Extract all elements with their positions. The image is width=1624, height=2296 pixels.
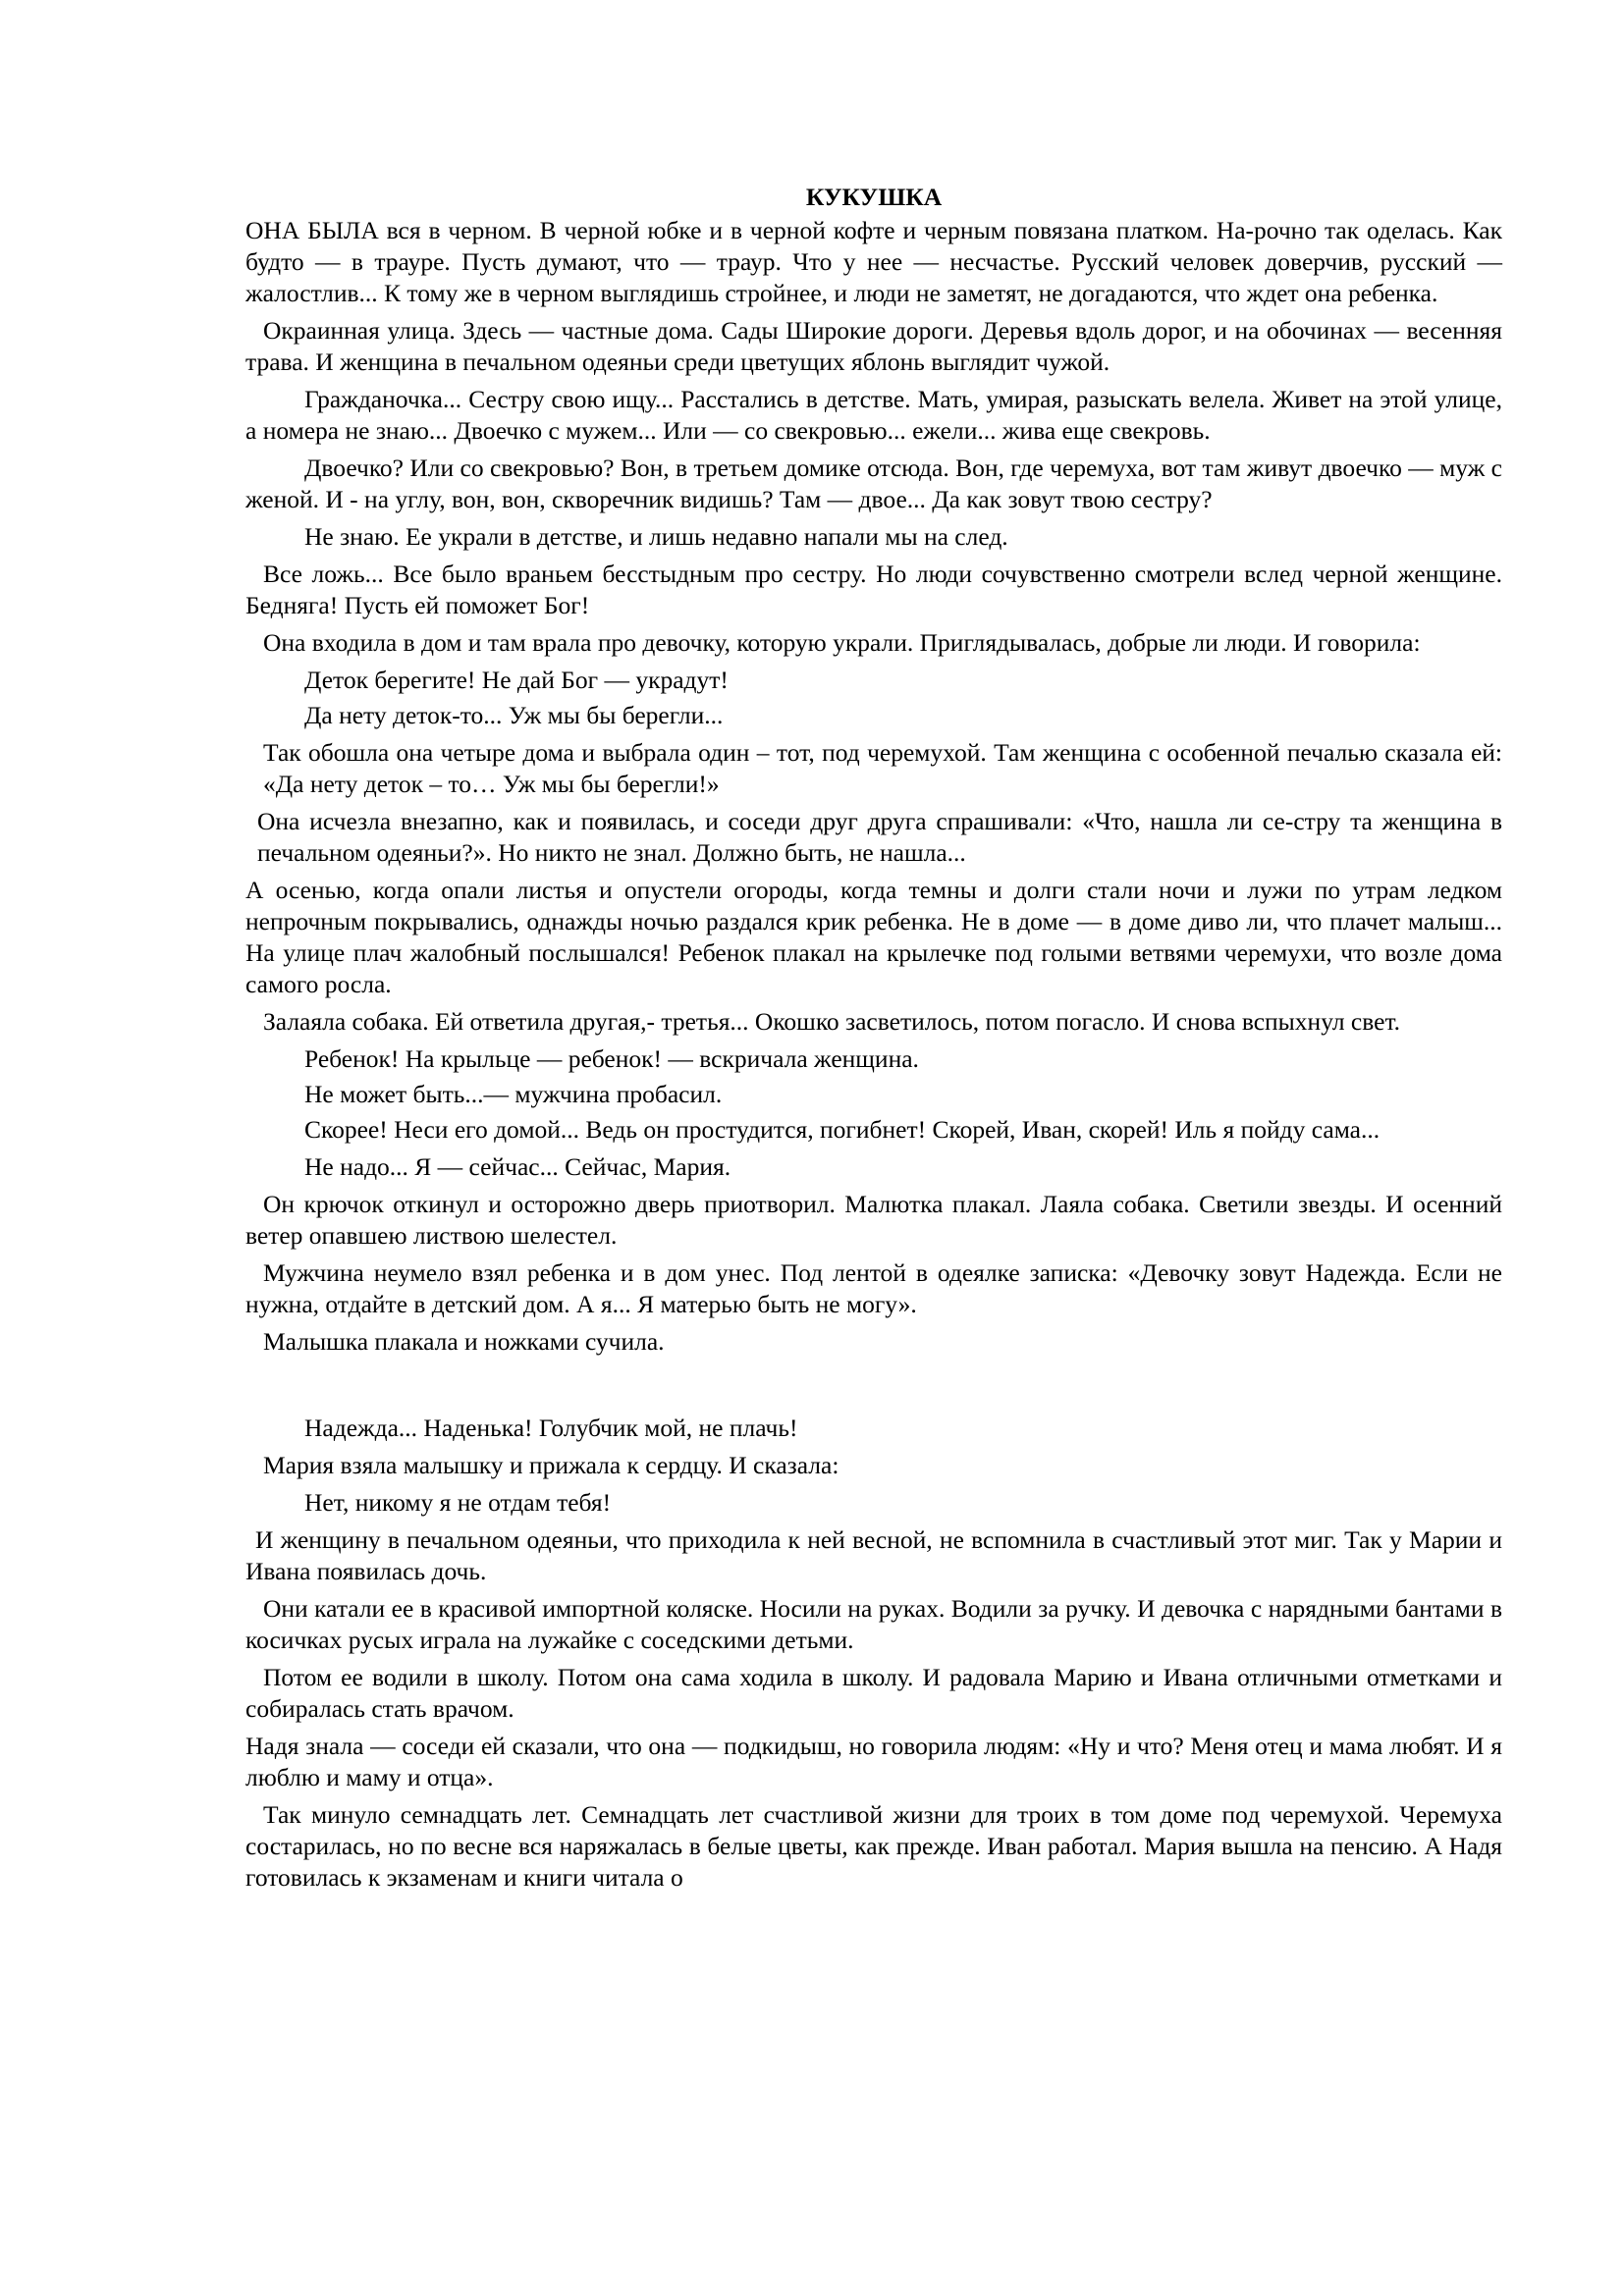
paragraph: Малышка плакала и ножками сучила.	[263, 1327, 665, 1356]
paragraph: Так минуло семнадцать лет. Семнадцать лет счастливой жизни для троих в том доме под черемухой. Черемуха состарилась, но по весне вся наряжалась в белые цветы, как прежде. Иван работал. Мария вышла на пенсию. А Надя готовилась к экзаменам и книги читала о	[245, 1800, 1502, 1892]
paragraph: Не надо... Я — сейчас... Сейчас, Мария.	[304, 1152, 731, 1181]
paragraph: Окраинная улица. Здесь — частные дома. Сады Широкие дороги. Деревья вдоль дорог, и на обочинах — весенняя трава. И женщина в печальном одеяньи среди цветущих яблонь выглядит чужой.	[245, 316, 1502, 376]
paragraph: Двоечко? Или со свекровью? Вон, в третьем домике отсюда. Вон, где черемуха, вот там живут двоечко — муж с женой. И - на углу, вон, вон, скворечник видишь? Там — двое... Да как зовут твою сестру?	[245, 454, 1502, 513]
paragraph: А осенью, когда опали листья и опустели огороды, когда темны и долги стали ночи и лужи по утрам ледком непрочным покрывались, однажды ночью раздался крик ребенка. Не в доме — в доме диво ли, что плачет малыш... На улице плач жалобный послышался! Ребенок плакал на крылечке под голыми ветвями черемухи, что возле дома самого росла.	[245, 876, 1502, 998]
paragraph: Да нету деток-то... Уж мы бы берегли...	[304, 701, 724, 729]
paragraph: Деток берегите! Не дай Бог — украдут!	[304, 666, 729, 694]
document-title: КУКУШКА	[805, 183, 943, 211]
paragraph: Потом ее водили в школу. Потом она сама ходила в школу. И радовала Марию и Ивана отличными отметками и собиралась стать врачом.	[245, 1663, 1502, 1723]
blank-space	[245, 1363, 1502, 1413]
document-body	[245, 182, 1502, 1899]
paragraph: ОНА БЫЛА вся в черном. В черной юбке и в черной кофте и черным повязана платком. На-рочно так оделась. Как будто — в трауре. Пусть думают, что — траур. Что у нее — несчастье. Русский человек доверчив, русский — жалостлив... К тому же в черном выглядишь стройнее, и люди не заметят, не догадаются, что ждет она ребенка.	[245, 216, 1502, 307]
paragraph: Гражданочка... Сестру свою ищу... Расстались в детстве. Мать, умирая, разыскать велела. Живет на этой улице, а номера не знаю... Двоечко с мужем... Или — со свекровью... ежели... жива еще свекровь.	[245, 385, 1502, 445]
paragraph: Так обошла она четыре дома и выбрала один – тот, под черемухой. Там женщина с особенной печалью сказала ей: «Да нету деток – то… Уж мы бы берегли!»	[263, 738, 1502, 798]
paragraph: И женщину в печальном одеяньи, что приходила к ней весной, не вспомнила в счастливый этот миг. Так у Марии и Ивана появилась дочь.	[245, 1525, 1502, 1585]
paragraph: Он крючок откинул и осторожно дверь приотворил. Малютка плакал. Лаяла собака. Светили звезды. И осенний ветер опавшею листвою шелестел.	[245, 1190, 1502, 1250]
paragraph: Она исчезла внезапно, как и появилась, и соседи друг друга спрашивали: «Что, нашла ли се-стру та женщина в печальном одеяньи?». Но никто не знал. Должно быть, не нашла...	[257, 807, 1502, 867]
paragraph: Она входила в дом и там врала про девочку, которую украли. Приглядывалась, добрые ли люди. И говорила:	[263, 628, 1421, 657]
paragraph: Надя знала — соседи ей сказали, что она — подкидыш, но говорила людям: «Ну и что? Меня отец и мама любят. И я люблю и маму и отца».	[245, 1732, 1502, 1791]
paragraph: Надежда... Наденька! Голубчик мой, не плачь!	[304, 1414, 798, 1442]
paragraph: Скорее! Неси его домой... Ведь он простудится, погибнет! Скорей, Иван, скорей! Иль я пойду сама...	[304, 1115, 1380, 1144]
paragraph: Мария взяла малышку и прижала к сердцу. И сказала:	[263, 1451, 839, 1479]
paragraph: Ребенок! На крыльце — ребенок! — вскричала женщина.	[304, 1044, 919, 1073]
paragraph: Мужчина неумело взял ребенка и в дом унес. Под лентой в одеялке записка: «Девочку зовут Надежда. Если не нужна, отдайте в детский дом. А я... Я матерью быть не могу».	[245, 1258, 1502, 1318]
paragraph: Не знаю. Ее украли в детстве, и лишь недавно напали мы на след.	[304, 522, 1008, 551]
paragraph: Не может быть...— мужчина пробасил.	[304, 1080, 723, 1108]
paragraph: Нет, никому я не отдам тебя!	[304, 1488, 612, 1517]
paragraph: Они катали ее в красивой импортной коляске. Носили на руках. Водили за ручку. И девочка с нарядными бантами в косичках русых играла на лужайке с соседскими детьми.	[245, 1594, 1502, 1654]
paragraph: Все ложь... Все было враньем бесстыдным про сестру. Но люди сочувственно смотрели вслед черной женщине. Бедняга! Пусть ей поможет Бог!	[245, 560, 1502, 619]
paragraph: Залаяла собака. Ей ответила другая,- третья... Окошко засветилось, потом погасло. И снова вспыхнул свет.	[263, 1007, 1401, 1036]
